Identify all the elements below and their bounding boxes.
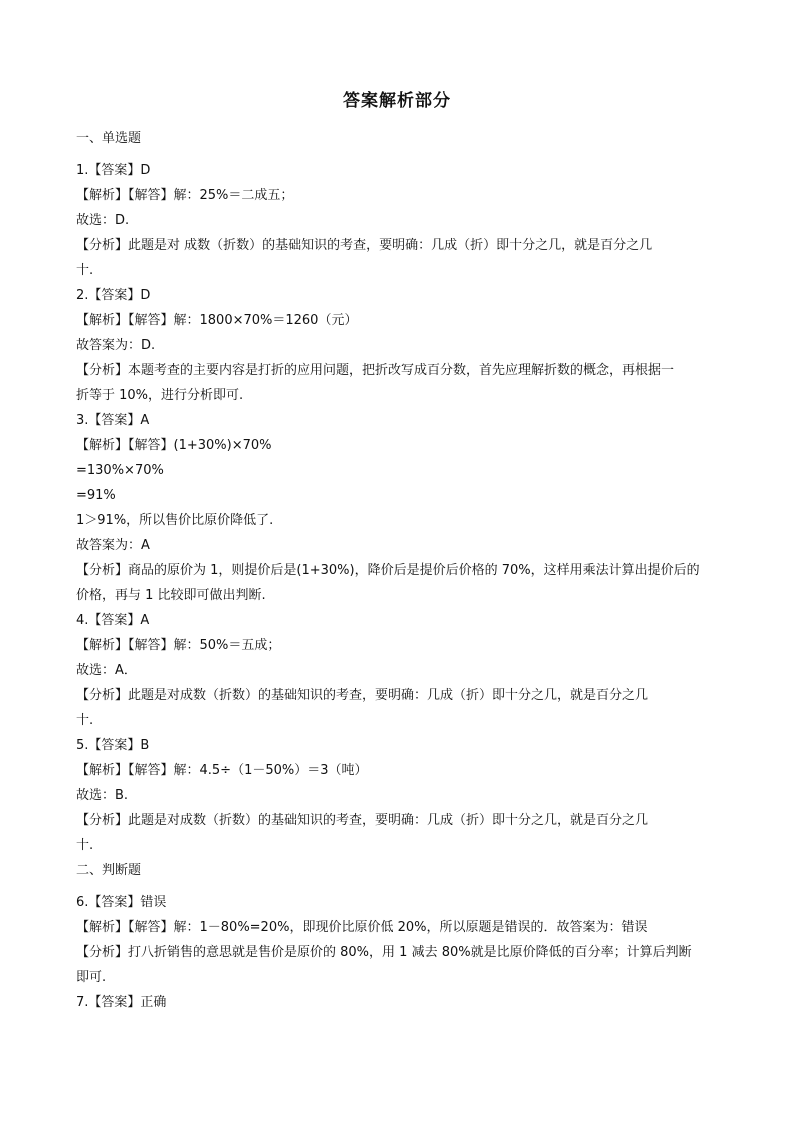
analysis-line: 【解析】【解答】解：1800×70%＝1260（元） [76,313,358,328]
explanation-line: 十. [76,263,94,278]
analysis-line: 【解析】【解答】解：50%＝五成； [76,638,281,653]
analysis-line: 【解析】【解答】解：4.5÷（1－50%）＝3（吨） [76,763,368,778]
explanation-line: 十. [76,838,94,853]
explanation-line: 【分析】打八折销售的意思就是售价是原价的 80%，用 1 减去 80%就是比原价降低的百分率；计算后判断 [76,945,692,960]
explanation-line: 【分析】此题是对 成数（折数）的基础知识的考查，要明确：几成（折）即十分之几，就是百分之几 [76,238,653,253]
explanation-line: 【分析】此题是对成数（折数）的基础知识的考查，要明确：几成（折）即十分之几，就是百分之几 [76,813,649,828]
section-heading-true-false: 二、判断题 [76,863,142,878]
explanation-line: 【分析】本题考查的主要内容是打折的应用问题，把折改写成百分数，首先应理解折数的概念，再根据一 [76,363,675,378]
explanation-line: 十. [76,713,94,728]
answer-line: 3.【答案】A [76,413,150,428]
answer-line: 4.【答案】A [76,613,150,628]
explanation-line: 【分析】商品的原价为 1，则提价后是(1+30%)，降价后是提价后价格的 70%，这样用乘法计算出提价后的 [76,563,700,578]
choice-line: 故选：D. [76,213,130,228]
answer-line: 2.【答案】D [76,288,151,303]
analysis-line: 【解析】【解答】解：1－80%=20%，即现价比原价低 20%，所以原题是错误的．故答案为：错误 [76,920,648,935]
analysis-line: 【解析】【解答】(1+30%)×70% [76,438,272,453]
calc-line: =91% [76,488,116,503]
calc-line: 1＞91%，所以售价比原价降低了. [76,513,274,528]
answer-line: 7.【答案】正确 [76,995,167,1010]
choice-line: 故答案为：A [76,538,150,553]
explanation-line: 价格，再与 1 比较即可做出判断. [76,588,266,603]
answer-line: 6.【答案】错误 [76,895,167,910]
analysis-line: 【解析】【解答】解：25%＝二成五； [76,188,294,203]
choice-line: 故选：B. [76,788,129,803]
answer-line: 1.【答案】D [76,163,151,178]
explanation-line: 【分析】此题是对成数（折数）的基础知识的考查，要明确：几成（折）即十分之几，就是百分之几 [76,688,649,703]
explanation-line: 即可. [76,970,107,985]
choice-line: 故选：A． [76,663,137,678]
choice-line: 故答案为：D. [76,338,156,353]
calc-line: =130%×70% [76,463,164,478]
page-title: 答案解析部分 [343,91,451,111]
explanation-line: 折等于 10%，进行分析即可. [76,388,244,403]
answer-line: 5.【答案】B [76,738,150,753]
section-heading-single-choice: 一、单选题 [76,131,142,146]
